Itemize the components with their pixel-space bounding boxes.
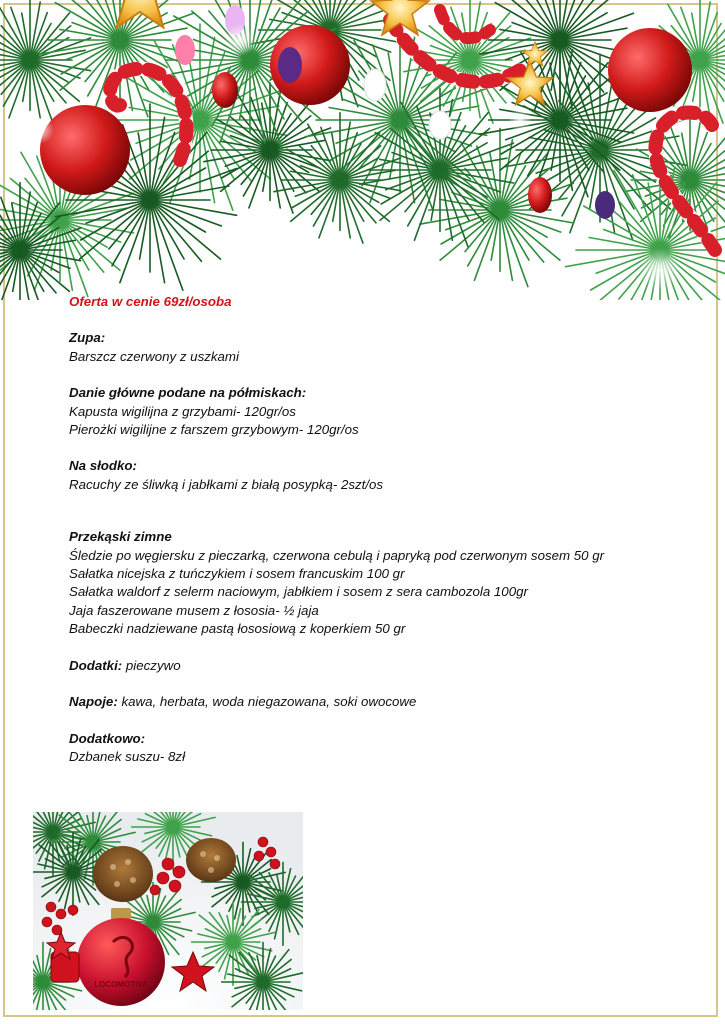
extras-line	[69, 657, 689, 675]
menu-item-additional: Dzbanek suszu- 8zł	[69, 748, 186, 764]
menu-item-main: Kapusta wigilijna z grzybami- 120gr/os	[69, 403, 296, 419]
christmas-decoration-illustration	[33, 812, 303, 1010]
menu-item-cold: Śledzie po węgiersku z pieczarką, czerwona cebulą i papryką pod czerwonym sosem 50 gr	[69, 547, 605, 563]
christmas-decoration-photo	[33, 812, 303, 1010]
offer-price-title: Oferta w cenie 69zł/osoba	[69, 294, 232, 309]
cold-starters-heading: Przekąski zimne	[69, 529, 172, 545]
extras-value: pieczywo	[122, 657, 181, 673]
drinks-label: Napoje:	[69, 694, 118, 710]
menu-content	[69, 293, 689, 766]
menu-item-cold: Sałatka waldorf z selerm naciowym, jabłkiem i sosem z sera cambozola 100gr	[69, 584, 528, 600]
drinks-value: kawa, herbata, woda niegazowana, soki owocowe	[117, 694, 417, 710]
extras-label: Dodatki:	[69, 657, 123, 673]
main-course-heading: Danie główne podane na półmiskach:	[69, 385, 307, 401]
dessert-heading: Na słodko:	[69, 458, 137, 474]
menu-item-main: Pierożki wigilijne z farszem grzybowym- 120gr/os	[69, 422, 359, 438]
menu-item-soup: Barszcz czerwony z uszkami	[69, 348, 239, 364]
additional-heading: Dodatkowo:	[69, 730, 146, 746]
menu-item-cold: Babeczki nadziewane pastą łososiową z koperkiem 50 gr	[69, 621, 406, 637]
christmas-garland-illustration	[0, 0, 725, 300]
drinks-line	[69, 693, 689, 711]
menu-item-cold: Sałatka nicejska z tuńczykiem i sosem francuskim 100 gr	[69, 566, 405, 582]
soup-heading: Zupa:	[69, 330, 106, 346]
menu-item-dessert: Racuchy ze śliwką i jabłkami z białą posypką- 2szt/os	[69, 476, 384, 492]
menu-item-cold: Jaja faszerowane musem z łososia- ½ jaja	[69, 602, 319, 618]
ornament-logo-text: LOCOMOTIVA	[94, 980, 148, 989]
